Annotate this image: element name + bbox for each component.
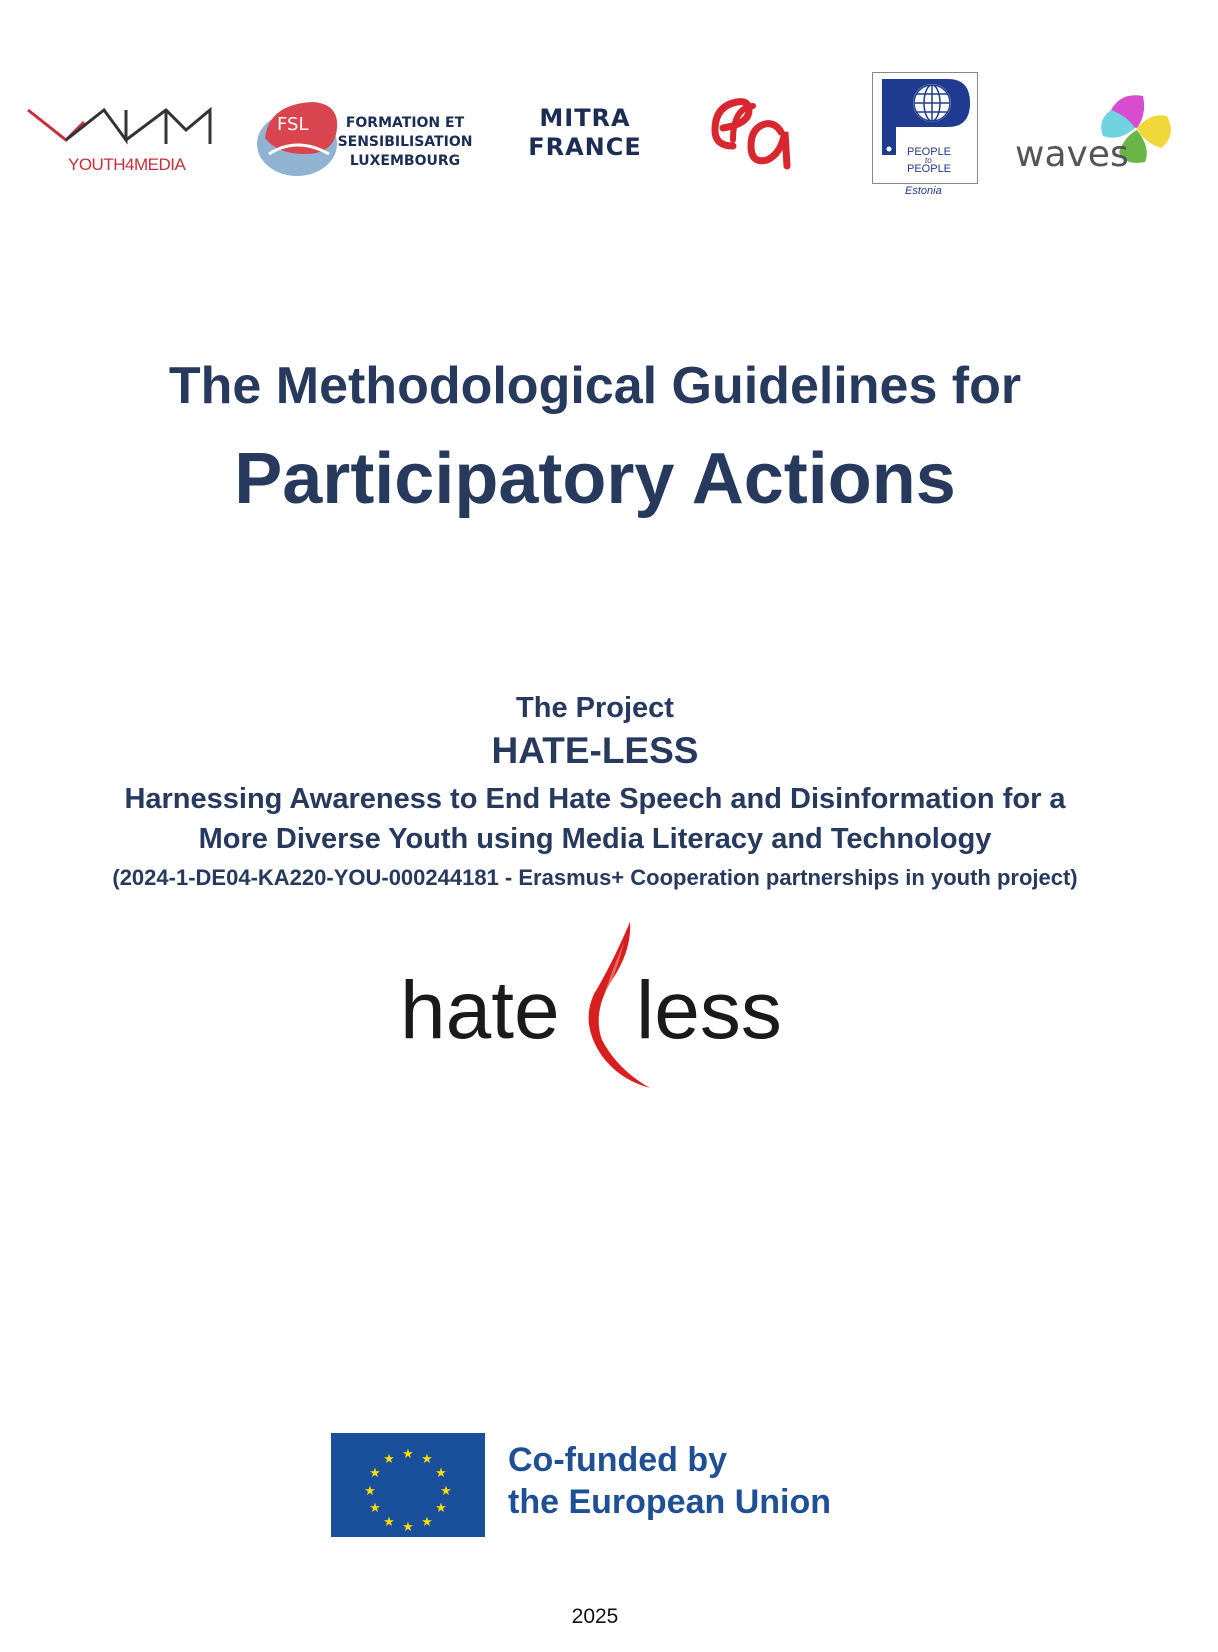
fsl-logo	[255, 98, 475, 180]
svg-text:★: ★	[440, 1484, 452, 1499]
project-label: The Project	[516, 692, 674, 724]
people-to-people-logo	[872, 72, 978, 197]
waves-logo	[1015, 92, 1175, 182]
waves-text: waves	[1015, 134, 1129, 175]
eu-funding-line1: Co-funded by	[508, 1441, 728, 1479]
hateless-word-left: hate	[400, 965, 560, 1056]
svg-text:★: ★	[435, 1466, 447, 1481]
svg-text:★: ★	[421, 1452, 433, 1467]
fsl-badge-icon	[255, 98, 341, 178]
ptp-line2: to	[925, 156, 932, 165]
svg-text:★: ★	[402, 1447, 414, 1462]
svg-text:★: ★	[364, 1484, 376, 1499]
svg-text:★: ★	[402, 1520, 414, 1535]
project-name: HATE-LESS	[491, 730, 699, 771]
youth4media-logo-icon	[26, 100, 216, 148]
fsl-badge-text: FSL	[277, 114, 309, 135]
document-title-line2: Participatory Actions	[234, 439, 956, 519]
eu-flag-icon	[331, 1433, 485, 1537]
svg-text:★: ★	[383, 1452, 395, 1467]
ea-logo-icon	[705, 88, 800, 178]
svg-text:★: ★	[369, 1466, 381, 1481]
mitra-france-logo: MITRA FRANCE	[528, 104, 642, 161]
youth4media-text: YOUTH4MEDIA	[68, 155, 186, 174]
document-title-line1: The Methodological Guidelines for	[168, 357, 1022, 415]
ea-logo	[705, 88, 800, 178]
svg-text:★: ★	[383, 1515, 395, 1530]
fsl-text: FORMATION ET SENSIBILISATION LUXEMBOURG	[337, 115, 473, 169]
ptp-line1: PEOPLE	[907, 146, 952, 158]
ptp-line3: PEOPLE	[907, 163, 952, 175]
publication-year: 2025	[571, 1605, 619, 1628]
svg-text:★: ★	[421, 1515, 433, 1530]
project-subtitle-line2: More Diverse Youth using Media Literacy and Technology	[198, 823, 992, 855]
project-reference: (2024-1-DE04-KA220-YOU-000244181 - Erasmus+ Cooperation partnerships in youth project)	[112, 865, 1078, 890]
hateless-logo	[400, 920, 800, 1090]
youth4media-logo	[26, 100, 216, 180]
ptp-caption: Estonia	[905, 185, 942, 197]
eu-funding-line2: the European Union	[508, 1483, 831, 1521]
svg-text:★: ★	[369, 1501, 381, 1516]
svg-text:★: ★	[435, 1501, 447, 1516]
globe-icon	[878, 77, 974, 157]
hateless-word-right: less	[636, 965, 782, 1056]
project-subtitle-line1: Harnessing Awareness to End Hate Speech and Disinformation for a	[124, 783, 1066, 815]
